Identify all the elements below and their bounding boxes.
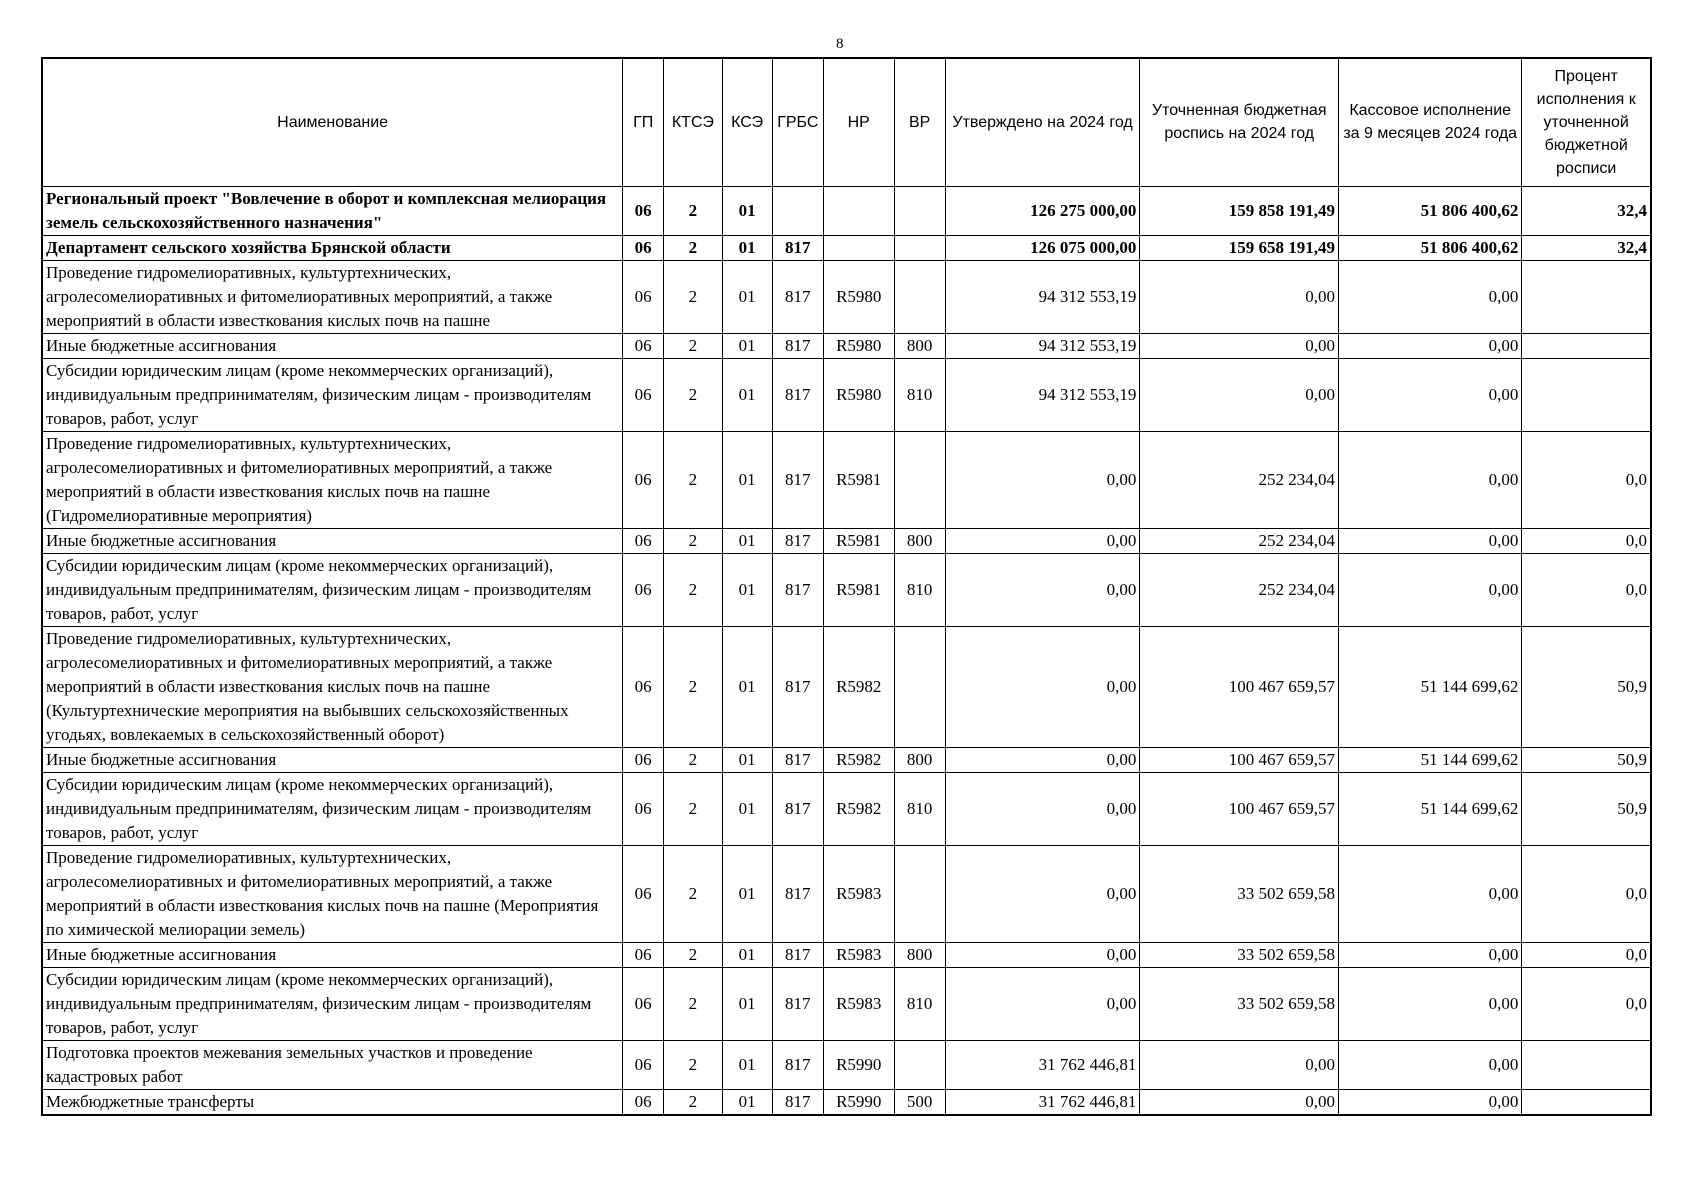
cell-percent (1522, 333, 1651, 358)
cell-nr (823, 235, 894, 260)
table-row (42, 747, 1651, 772)
cell-gp: 06 (623, 772, 664, 845)
cell-ktse: 2 (664, 431, 722, 528)
cell-percent: 0,0 (1522, 431, 1651, 528)
cell-gp: 06 (623, 1040, 664, 1089)
cell-kse: 01 (722, 333, 772, 358)
cell-percent: 50,9 (1522, 747, 1651, 772)
cell-grbs: 817 (772, 358, 823, 431)
cell-vr: 800 (894, 747, 945, 772)
table-row (42, 772, 1651, 845)
col-header-grbs: ГРБС (772, 58, 823, 186)
cell-nr: R5980 (823, 333, 894, 358)
cell-approved: 0,00 (945, 942, 1140, 967)
cell-ktse: 2 (664, 626, 722, 747)
cell-gp: 06 (623, 235, 664, 260)
cell-kse: 01 (722, 528, 772, 553)
cell-nr: R5990 (823, 1040, 894, 1089)
cell-approved: 0,00 (945, 845, 1140, 942)
cell-name: Межбюджетные трансферты (42, 1089, 623, 1115)
cell-vr (894, 186, 945, 235)
cell-gp: 06 (623, 431, 664, 528)
cell-grbs: 817 (772, 553, 823, 626)
cell-ktse: 2 (664, 553, 722, 626)
cell-approved: 94 312 553,19 (945, 260, 1140, 333)
cell-refined: 252 234,04 (1140, 528, 1339, 553)
cell-ktse: 2 (664, 186, 722, 235)
cell-ktse: 2 (664, 772, 722, 845)
cell-refined: 252 234,04 (1140, 431, 1339, 528)
cell-nr: R5981 (823, 553, 894, 626)
table-row (42, 967, 1651, 1040)
cell-kse: 01 (722, 260, 772, 333)
cell-nr (823, 186, 894, 235)
cell-percent: 0,0 (1522, 942, 1651, 967)
cell-kse: 01 (722, 1089, 772, 1115)
col-header-refined: Уточненная бюджетная роспись на 2024 год (1140, 58, 1339, 186)
cell-ktse: 2 (664, 1040, 722, 1089)
cell-cash: 0,00 (1339, 1040, 1522, 1089)
cell-grbs: 817 (772, 967, 823, 1040)
cell-nr: R5990 (823, 1089, 894, 1115)
cell-cash: 0,00 (1339, 358, 1522, 431)
cell-grbs: 817 (772, 626, 823, 747)
cell-name: Проведение гидромелиоративных, культуртехнических, агролесомелиоративных и фитомелиоративных мероприятий, а также мероприятий в области известкования кислых почв на пашне (Гидромелиоративные мероприятия) (42, 431, 623, 528)
cell-name: Субсидии юридическим лицам (кроме некоммерческих организаций), индивидуальным предпринимателям, физическим лицам - производителям товаров, работ, услуг (42, 358, 623, 431)
cell-gp: 06 (623, 358, 664, 431)
cell-gp: 06 (623, 845, 664, 942)
col-header-gp: ГП (623, 58, 664, 186)
table-row (42, 358, 1651, 431)
cell-refined: 33 502 659,58 (1140, 967, 1339, 1040)
cell-percent (1522, 1089, 1651, 1115)
cell-percent: 32,4 (1522, 186, 1651, 235)
cell-cash: 0,00 (1339, 845, 1522, 942)
cell-grbs: 817 (772, 260, 823, 333)
cell-ktse: 2 (664, 358, 722, 431)
cell-gp: 06 (623, 626, 664, 747)
cell-ktse: 2 (664, 260, 722, 333)
cell-percent: 32,4 (1522, 235, 1651, 260)
cell-percent: 0,0 (1522, 967, 1651, 1040)
cell-cash: 0,00 (1339, 967, 1522, 1040)
cell-approved: 0,00 (945, 528, 1140, 553)
table-row (42, 845, 1651, 942)
cell-refined: 159 658 191,49 (1140, 235, 1339, 260)
table-row (42, 333, 1651, 358)
cell-cash: 51 144 699,62 (1339, 626, 1522, 747)
col-header-cash: Кассовое исполнение за 9 месяцев 2024 года (1339, 58, 1522, 186)
cell-gp: 06 (623, 942, 664, 967)
cell-approved: 31 762 446,81 (945, 1040, 1140, 1089)
cell-refined: 252 234,04 (1140, 553, 1339, 626)
cell-cash: 51 806 400,62 (1339, 235, 1522, 260)
cell-gp: 06 (623, 747, 664, 772)
col-header-name: Наименование (42, 58, 623, 186)
cell-nr: R5980 (823, 358, 894, 431)
cell-grbs: 817 (772, 528, 823, 553)
cell-nr: R5981 (823, 431, 894, 528)
cell-refined: 33 502 659,58 (1140, 845, 1339, 942)
cell-vr: 500 (894, 1089, 945, 1115)
col-header-ktse: КТСЭ (664, 58, 722, 186)
cell-kse: 01 (722, 358, 772, 431)
col-header-kse: КСЭ (722, 58, 772, 186)
col-header-approved: Утверждено на 2024 год (945, 58, 1140, 186)
cell-gp: 06 (623, 260, 664, 333)
cell-refined: 100 467 659,57 (1140, 747, 1339, 772)
col-header-percent: Процент исполнения к уточненной бюджетной росписи (1522, 58, 1651, 186)
cell-percent (1522, 358, 1651, 431)
cell-gp: 06 (623, 186, 664, 235)
cell-cash: 0,00 (1339, 528, 1522, 553)
cell-vr: 800 (894, 333, 945, 358)
cell-refined: 33 502 659,58 (1140, 942, 1339, 967)
cell-vr: 810 (894, 358, 945, 431)
cell-kse: 01 (722, 431, 772, 528)
cell-name: Подготовка проектов межевания земельных участков и проведение кадастровых работ (42, 1040, 623, 1089)
cell-name: Субсидии юридическим лицам (кроме некоммерческих организаций), индивидуальным предпринимателям, физическим лицам - производителям товаров, работ, услуг (42, 967, 623, 1040)
cell-ktse: 2 (664, 845, 722, 942)
cell-cash: 51 144 699,62 (1339, 747, 1522, 772)
table-row (42, 1040, 1651, 1089)
cell-approved: 94 312 553,19 (945, 333, 1140, 358)
cell-kse: 01 (722, 942, 772, 967)
cell-approved: 0,00 (945, 747, 1140, 772)
cell-refined: 0,00 (1140, 333, 1339, 358)
table-row (42, 431, 1651, 528)
cell-refined: 100 467 659,57 (1140, 626, 1339, 747)
cell-refined: 0,00 (1140, 1040, 1339, 1089)
cell-name: Субсидии юридическим лицам (кроме некоммерческих организаций), индивидуальным предпринимателям, физическим лицам - производителям товаров, работ, услуг (42, 772, 623, 845)
cell-approved: 0,00 (945, 626, 1140, 747)
cell-vr: 810 (894, 967, 945, 1040)
cell-grbs (772, 186, 823, 235)
cell-vr (894, 431, 945, 528)
cell-vr (894, 845, 945, 942)
cell-ktse: 2 (664, 235, 722, 260)
cell-kse: 01 (722, 747, 772, 772)
cell-ktse: 2 (664, 1089, 722, 1115)
cell-nr: R5981 (823, 528, 894, 553)
cell-nr: R5982 (823, 747, 894, 772)
table-row (42, 186, 1651, 235)
cell-refined: 100 467 659,57 (1140, 772, 1339, 845)
cell-name: Иные бюджетные ассигнования (42, 528, 623, 553)
cell-refined: 0,00 (1140, 1089, 1339, 1115)
cell-grbs: 817 (772, 772, 823, 845)
cell-nr: R5980 (823, 260, 894, 333)
cell-name: Иные бюджетные ассигнования (42, 747, 623, 772)
cell-kse: 01 (722, 772, 772, 845)
cell-name: Проведение гидромелиоративных, культуртехнических, агролесомелиоративных и фитомелиоративных мероприятий, а также мероприятий в области известкования кислых почв на пашне (Культуртехнические мероприятия на выбывших сельскохозяйственных угодьях, вовлекаемых в сельскохозяйственный оборот) (42, 626, 623, 747)
cell-refined: 0,00 (1140, 260, 1339, 333)
cell-approved: 0,00 (945, 967, 1140, 1040)
table-row (42, 553, 1651, 626)
cell-nr: R5983 (823, 942, 894, 967)
cell-grbs: 817 (772, 845, 823, 942)
table-body (42, 186, 1651, 1115)
cell-percent (1522, 260, 1651, 333)
cell-cash: 0,00 (1339, 942, 1522, 967)
cell-percent: 0,0 (1522, 553, 1651, 626)
cell-approved: 0,00 (945, 431, 1140, 528)
cell-approved: 126 275 000,00 (945, 186, 1140, 235)
cell-vr: 800 (894, 528, 945, 553)
cell-grbs: 817 (772, 1089, 823, 1115)
cell-percent: 50,9 (1522, 626, 1651, 747)
cell-approved: 0,00 (945, 772, 1140, 845)
budget-table (41, 57, 1652, 1116)
cell-vr (894, 235, 945, 260)
cell-vr (894, 1040, 945, 1089)
cell-vr: 800 (894, 942, 945, 967)
cell-name: Субсидии юридическим лицам (кроме некоммерческих организаций), индивидуальным предпринимателям, физическим лицам - производителям товаров, работ, услуг (42, 553, 623, 626)
cell-percent: 0,0 (1522, 845, 1651, 942)
cell-name: Департамент сельского хозяйства Брянской области (42, 235, 623, 260)
cell-refined: 159 858 191,49 (1140, 186, 1339, 235)
cell-vr (894, 626, 945, 747)
cell-approved: 94 312 553,19 (945, 358, 1140, 431)
cell-percent: 0,0 (1522, 528, 1651, 553)
cell-ktse: 2 (664, 747, 722, 772)
table-row (42, 260, 1651, 333)
cell-approved: 126 075 000,00 (945, 235, 1140, 260)
cell-refined: 0,00 (1140, 358, 1339, 431)
cell-kse: 01 (722, 186, 772, 235)
cell-ktse: 2 (664, 528, 722, 553)
cell-kse: 01 (722, 967, 772, 1040)
cell-ktse: 2 (664, 333, 722, 358)
table-row (42, 1089, 1651, 1115)
table-row (42, 235, 1651, 260)
cell-cash: 51 144 699,62 (1339, 772, 1522, 845)
cell-name: Региональный проект "Вовлечение в оборот и комплексная мелиорация земель сельскохозяйственного назначения" (42, 186, 623, 235)
col-header-nr: НР (823, 58, 894, 186)
table-row (42, 942, 1651, 967)
cell-approved: 31 762 446,81 (945, 1089, 1140, 1115)
cell-nr: R5982 (823, 772, 894, 845)
cell-cash: 51 806 400,62 (1339, 186, 1522, 235)
cell-nr: R5983 (823, 845, 894, 942)
cell-cash: 0,00 (1339, 260, 1522, 333)
header-row (42, 58, 1651, 186)
cell-name: Проведение гидромелиоративных, культуртехнических, агролесомелиоративных и фитомелиоративных мероприятий, а также мероприятий в области известкования кислых почв на пашне (42, 260, 623, 333)
cell-kse: 01 (722, 235, 772, 260)
cell-percent: 50,9 (1522, 772, 1651, 845)
cell-grbs: 817 (772, 431, 823, 528)
cell-gp: 06 (623, 553, 664, 626)
cell-name: Иные бюджетные ассигнования (42, 333, 623, 358)
cell-cash: 0,00 (1339, 553, 1522, 626)
col-header-vr: ВР (894, 58, 945, 186)
cell-percent (1522, 1040, 1651, 1089)
cell-kse: 01 (722, 1040, 772, 1089)
cell-vr (894, 260, 945, 333)
cell-gp: 06 (623, 333, 664, 358)
cell-grbs: 817 (772, 942, 823, 967)
cell-name: Проведение гидромелиоративных, культуртехнических, агролесомелиоративных и фитомелиоративных мероприятий, а также мероприятий в области известкования кислых почв на пашне (Мероприятия по химической мелиорации земель) (42, 845, 623, 942)
cell-kse: 01 (722, 553, 772, 626)
cell-cash: 0,00 (1339, 431, 1522, 528)
cell-gp: 06 (623, 967, 664, 1040)
cell-gp: 06 (623, 528, 664, 553)
cell-grbs: 817 (772, 235, 823, 260)
table-row (42, 626, 1651, 747)
cell-vr: 810 (894, 553, 945, 626)
cell-approved: 0,00 (945, 553, 1140, 626)
cell-grbs: 817 (772, 333, 823, 358)
cell-kse: 01 (722, 626, 772, 747)
cell-vr: 810 (894, 772, 945, 845)
cell-ktse: 2 (664, 967, 722, 1040)
cell-cash: 0,00 (1339, 333, 1522, 358)
table-row (42, 528, 1651, 553)
page-number: 8 (836, 36, 844, 52)
cell-name: Иные бюджетные ассигнования (42, 942, 623, 967)
cell-gp: 06 (623, 1089, 664, 1115)
cell-nr: R5983 (823, 967, 894, 1040)
cell-grbs: 817 (772, 1040, 823, 1089)
cell-grbs: 817 (772, 747, 823, 772)
cell-nr: R5982 (823, 626, 894, 747)
cell-kse: 01 (722, 845, 772, 942)
cell-cash: 0,00 (1339, 1089, 1522, 1115)
cell-ktse: 2 (664, 942, 722, 967)
